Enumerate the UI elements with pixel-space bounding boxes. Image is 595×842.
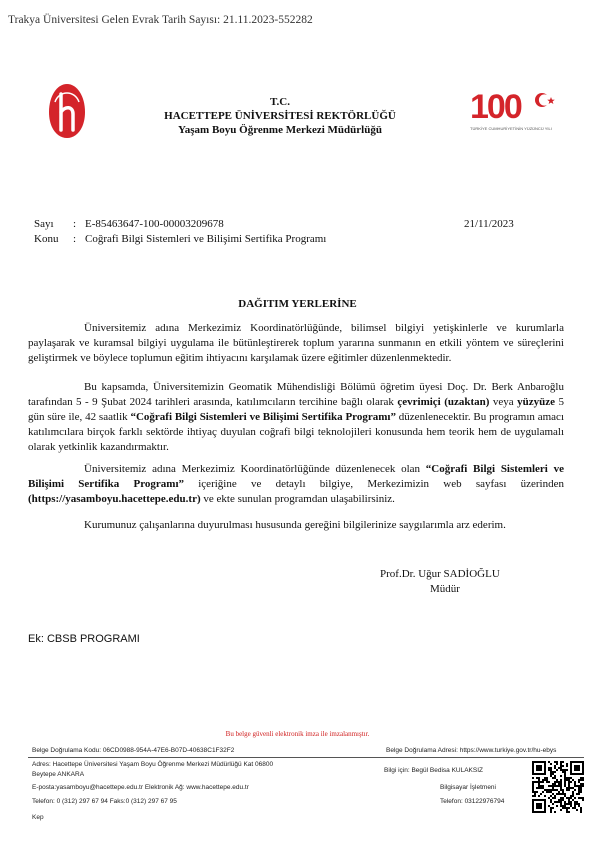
- paragraph-closing: Kurumunuz çalışanlarına duyurulması hususunda gereğini bilgilerinize saygılarımla arz ederim.: [84, 519, 506, 531]
- footer-address-line1: Adres: Hacettepe Üniversitesi Yaşam Boyu Öğrenme Merkezi Müdürlüğü Kat 06800: [32, 761, 274, 768]
- logo-100-number: 100: [470, 88, 521, 126]
- konu-colon: :: [73, 233, 77, 245]
- contact-phone: Telefon: 03122976794: [440, 798, 505, 805]
- footer-phone: Telefon: 0 (312) 297 67 94 Faks:0 (312) 297 67 95: [32, 798, 177, 805]
- p2-text-a: Bu kapsamda, Üniversitemizin Geomatik Mühendisliği Bölümü öğretim üyesi Doç. Dr. Berk Anbaroğlu tarafından 5 - 9 Şubat 2024 tarihleri arasında, katılımcıların tercihine bağlı olarak: [28, 381, 564, 408]
- footer-address-line2: Beytepe ANKARA: [32, 771, 85, 778]
- sayi-value: E-85463647-100-00003209678: [85, 218, 224, 230]
- p2-text-e: 5 gün süre ile, 42 saatlik: [28, 396, 565, 423]
- footer-kep: Kep: [32, 814, 44, 821]
- paragraph-details: [28, 462, 564, 507]
- paragraph-intro: Üniversitemiz adına Merkezimiz Koordinatörlüğünde, bilimsel bilgiyi yetişkinlerle ve kurumlarla paylaşarak ve kuramsal bilgiyi uygulama ile bütünleştirerek toplum yararına sunmanın en etkili yöntem ve süreçlerini geliştirmek ve böylece toplumun eğitim ihtiyacını karşılamak üzere eğitimler düzenlenmektedir.: [28, 322, 564, 364]
- p2-text-g: düzenlenecektir. Bu programın amacı katılımcılara birçok farklı sektörde ihtiyaç duyulan coğrafi bilgi teknolojileri konusunda hem teorik hem de uygulamalı olarak yetkinlik kazandırmaktır.: [28, 411, 564, 453]
- document-date: 21/11/2023: [464, 218, 514, 230]
- verification-qr-code: [532, 761, 584, 813]
- header-tc: T.C.: [270, 96, 290, 108]
- header-rectorate: HACETTEPE ÜNİVERSİTESİ REKTÖRLÜĞÜ: [164, 110, 396, 122]
- esignature-note: Bu belge güvenli elektronik imza ile imzalanmıştır.: [225, 730, 370, 738]
- p2-program-name: “Coğrafi Bilgi Sistemleri ve Bilişimi Sertifika Programı”: [130, 411, 396, 423]
- p3-program-name: “Coğrafi Bilgi Sistemleri ve Bilişimi Sertifika Programı”: [28, 463, 564, 490]
- contact-person: Bilgi için: Begül Bedisa KULAKSIZ: [384, 767, 483, 774]
- footer-divider: [28, 757, 584, 758]
- konu-label: Konu: [34, 233, 59, 245]
- verification-address[interactable]: Belge Doğrulama Adresi: https://www.turkiye.gov.tr/hu-ebys: [386, 747, 557, 754]
- p2-inperson: yüzyüze: [517, 396, 556, 408]
- footer-email[interactable]: E-posta:yasamboyu@hacettepe.edu.tr Elektronik Ağ: www.hacettepe.edu.tr: [32, 784, 249, 791]
- p3-text-a: Üniversitemiz adına Merkezimiz Koordinatörlüğünde düzenlenecek olan: [84, 463, 426, 475]
- republic-100-year-logo: [468, 86, 558, 134]
- logo-caption: TÜRKİYE CUMHURİYETİNİN YÜZÜNCÜ YILI: [470, 126, 552, 131]
- sayi-colon: :: [73, 218, 77, 230]
- konu-value: Coğrafi Bilgi Sistemleri ve Bilişimi Sertifika Programı: [85, 233, 327, 245]
- distribution-title: DAĞITIM YERLERİNE: [238, 298, 357, 310]
- sayi-label: Sayı: [34, 218, 54, 230]
- p2-text-c: veya: [489, 396, 518, 408]
- p2-online: çevrimiçi (uzaktan): [397, 396, 490, 408]
- incoming-document-stamp: Trakya Üniversitesi Gelen Evrak Tarih Sayısı: 21.11.2023-552282: [8, 14, 313, 26]
- header-directorate: Yaşam Boyu Öğrenme Merkezi Müdürlüğü: [178, 124, 382, 136]
- signatory-name: Prof.Dr. Uğur SADİOĞLU: [380, 568, 500, 580]
- p3-text-e: ve ekte sunulan programdan ulaşabilirsiniz.: [200, 493, 395, 505]
- paragraph-program: [28, 380, 564, 455]
- p3-website-link[interactable]: (https://yasamboyu.hacettepe.edu.tr): [28, 493, 201, 505]
- hacettepe-logo: [45, 82, 89, 140]
- contact-title: Bilgisayar İşletmeni: [440, 784, 496, 791]
- p3-text-c: içeriğine ve detaylı bilgiye, Merkezimizin web sayfası üzerinden: [184, 478, 564, 490]
- verification-code: Belge Doğrulama Kodu: 06CD0988-954A-47E6-B07D-40638C1F32F2: [32, 747, 235, 754]
- attachment-note: Ek: CBSB PROGRAMI: [28, 633, 140, 645]
- signatory-title: Müdür: [430, 583, 460, 595]
